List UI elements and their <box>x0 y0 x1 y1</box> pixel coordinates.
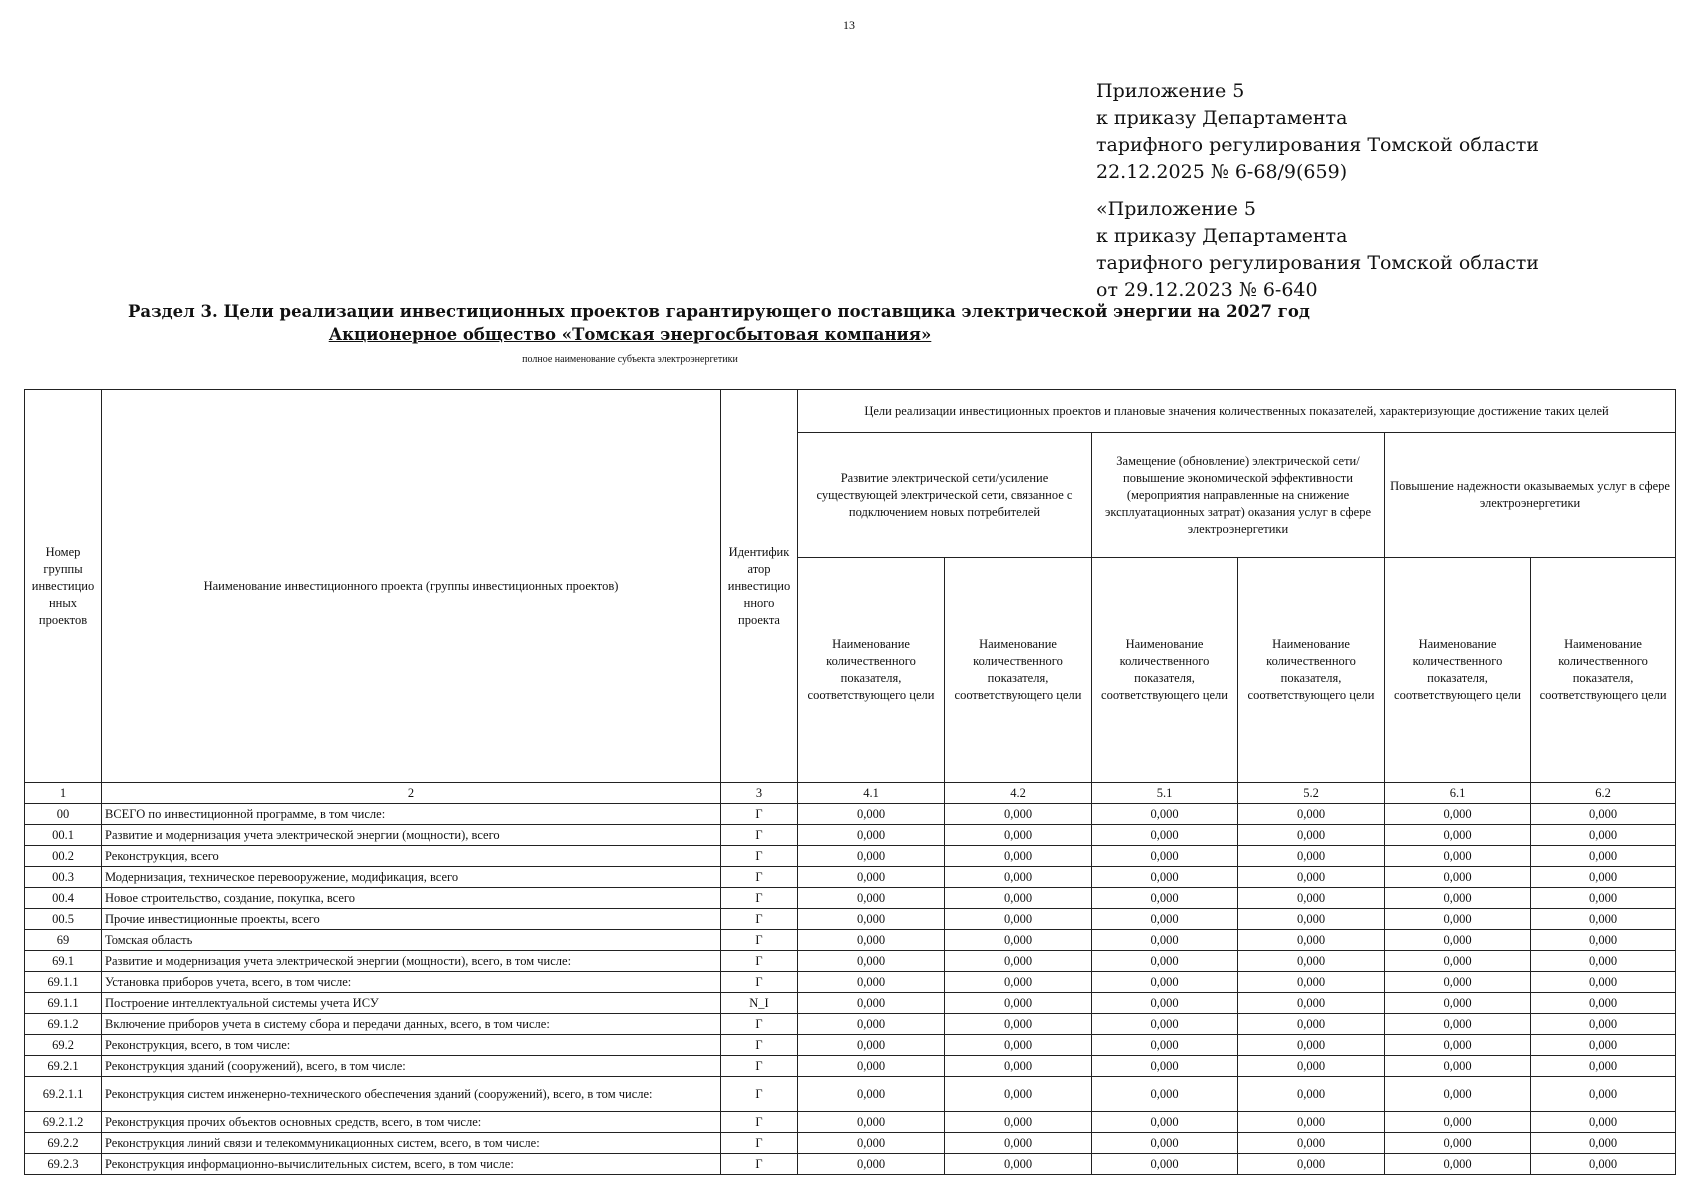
row-indicator-value: 0,000 <box>1092 1154 1238 1175</box>
row-group-number: 69.1 <box>25 951 102 972</box>
table-row <box>25 867 1676 888</box>
row-project-name: Модернизация, техническое перевооружение, модификация, всего <box>102 867 721 888</box>
row-indicator-value: 0,000 <box>945 1112 1092 1133</box>
row-indicator-value: 0,000 <box>1092 1133 1238 1154</box>
row-indicator-value: 0,000 <box>945 1056 1092 1077</box>
header-group-number: Номер группы инвестицио нных проектов <box>25 390 102 783</box>
column-number: 5.1 <box>1092 783 1238 804</box>
header-indicator: Наименование количественного показателя, соответствующего цели <box>1092 558 1238 783</box>
table-row <box>25 1133 1676 1154</box>
row-indicator-value: 0,000 <box>798 846 945 867</box>
column-number: 4.2 <box>945 783 1092 804</box>
row-indicator-value: 0,000 <box>1385 1014 1531 1035</box>
row-project-name: Включение приборов учета в систему сбора и передачи данных, всего, в том числе: <box>102 1014 721 1035</box>
row-project-name: Развитие и модернизация учета электрической энергии (мощности), всего, в том числе: <box>102 951 721 972</box>
row-project-name: Реконструкция зданий (сооружений), всего, в том числе: <box>102 1056 721 1077</box>
column-number: 1 <box>25 783 102 804</box>
row-indicator-value: 0,000 <box>798 972 945 993</box>
row-indicator-value: 0,000 <box>1531 1056 1676 1077</box>
row-indicator-value: 0,000 <box>1531 930 1676 951</box>
header-indicator: Наименование количественного показателя, соответствующего цели <box>1238 558 1385 783</box>
appendix-current-line: к приказу Департамента <box>1096 107 1348 129</box>
row-project-name: Реконструкция линий связи и телекоммуникационных систем, всего, в том числе: <box>102 1133 721 1154</box>
header-goal-network-development: Развитие электрической сети/усиление существующей электрической сети, связанное с подключением новых потребителей <box>798 433 1092 558</box>
appendix-previous-line: тарифного регулирования Томской области <box>1096 252 1539 274</box>
row-indicator-value: 0,000 <box>945 804 1092 825</box>
row-group-number: 69.1.1 <box>25 972 102 993</box>
row-indicator-value: 0,000 <box>1385 930 1531 951</box>
row-group-number: 69 <box>25 930 102 951</box>
row-indicator-value: 0,000 <box>1238 1035 1385 1056</box>
row-indicator-value: 0,000 <box>1092 993 1238 1014</box>
row-project-name: Прочие инвестиционные проекты, всего <box>102 909 721 930</box>
row-indicator-value: 0,000 <box>1092 867 1238 888</box>
table-row <box>25 1077 1676 1112</box>
row-indicator-value: 0,000 <box>1531 825 1676 846</box>
column-number: 2 <box>102 783 721 804</box>
row-indicator-value: 0,000 <box>1385 846 1531 867</box>
row-indicator-value: 0,000 <box>1238 930 1385 951</box>
column-number-row <box>25 783 1676 804</box>
row-indicator-value: 0,000 <box>1385 1112 1531 1133</box>
table-row <box>25 1014 1676 1035</box>
row-indicator-value: 0,000 <box>798 993 945 1014</box>
row-group-number: 69.2.2 <box>25 1133 102 1154</box>
row-indicator-value: 0,000 <box>1238 1077 1385 1112</box>
row-indicator-value: 0,000 <box>1092 888 1238 909</box>
row-indicator-value: 0,000 <box>1531 846 1676 867</box>
table-body <box>25 804 1676 1175</box>
header-indicator: Наименование количественного показателя, соответствующего цели <box>798 558 945 783</box>
row-indicator-value: 0,000 <box>945 1133 1092 1154</box>
row-indicator-value: 0,000 <box>945 993 1092 1014</box>
column-number: 4.1 <box>798 783 945 804</box>
row-indicator-value: 0,000 <box>1238 951 1385 972</box>
row-indicator-value: 0,000 <box>798 1035 945 1056</box>
row-group-number: 00.3 <box>25 867 102 888</box>
row-indicator-value: 0,000 <box>798 804 945 825</box>
row-group-number: 00.1 <box>25 825 102 846</box>
row-indicator-value: 0,000 <box>1385 993 1531 1014</box>
row-indicator-value: 0,000 <box>945 888 1092 909</box>
row-indicator-value: 0,000 <box>798 930 945 951</box>
row-group-number: 69.2.1.1 <box>25 1077 102 1112</box>
row-indicator-value: 0,000 <box>1238 804 1385 825</box>
row-indicator-value: 0,000 <box>798 1112 945 1133</box>
row-indicator-value: 0,000 <box>1238 1014 1385 1035</box>
row-indicator-value: 0,000 <box>1092 825 1238 846</box>
row-group-number: 00.2 <box>25 846 102 867</box>
header-goals: Цели реализации инвестиционных проектов и плановые значения количественных показателей, характеризующие достижение таких целей <box>798 390 1676 433</box>
table-row <box>25 846 1676 867</box>
row-indicator-value: 0,000 <box>1385 825 1531 846</box>
row-indicator-value: 0,000 <box>945 1035 1092 1056</box>
row-group-number: 69.2.3 <box>25 1154 102 1175</box>
row-indicator-value: 0,000 <box>1092 951 1238 972</box>
row-group-number: 69.1.1 <box>25 993 102 1014</box>
row-identifier: Г <box>721 888 798 909</box>
row-indicator-value: 0,000 <box>798 1014 945 1035</box>
appendix-previous-line: от 29.12.2023 № 6-640 <box>1096 279 1318 301</box>
row-indicator-value: 0,000 <box>1531 1077 1676 1112</box>
row-indicator-value: 0,000 <box>945 951 1092 972</box>
row-indicator-value: 0,000 <box>1385 1056 1531 1077</box>
row-group-number: 69.2.1 <box>25 1056 102 1077</box>
column-number: 5.2 <box>1238 783 1385 804</box>
row-indicator-value: 0,000 <box>1385 1133 1531 1154</box>
row-project-name: Установка приборов учета, всего, в том числе: <box>102 972 721 993</box>
row-identifier: Г <box>721 951 798 972</box>
row-indicator-value: 0,000 <box>1092 1035 1238 1056</box>
row-indicator-value: 0,000 <box>1531 888 1676 909</box>
page-number: 13 <box>843 18 855 32</box>
row-indicator-value: 0,000 <box>798 1077 945 1112</box>
row-identifier: Г <box>721 1035 798 1056</box>
row-indicator-value: 0,000 <box>1092 909 1238 930</box>
investment-goals-table <box>24 389 1676 1175</box>
header-indicator: Наименование количественного показателя, соответствующего цели <box>1385 558 1531 783</box>
row-project-name: Развитие и модернизация учета электрической энергии (мощности), всего <box>102 825 721 846</box>
row-indicator-value: 0,000 <box>1385 972 1531 993</box>
header-identifier: Идентифик атор инвестицио нного проекта <box>721 390 798 783</box>
row-identifier: Г <box>721 1056 798 1077</box>
row-indicator-value: 0,000 <box>1385 1154 1531 1175</box>
row-group-number: 69.2 <box>25 1035 102 1056</box>
row-identifier: Г <box>721 846 798 867</box>
appendix-current-block <box>1096 78 1539 186</box>
appendix-previous-line: «Приложение 5 <box>1096 198 1256 220</box>
row-indicator-value: 0,000 <box>1531 1133 1676 1154</box>
table-row <box>25 993 1676 1014</box>
row-indicator-value: 0,000 <box>798 951 945 972</box>
header-indicator: Наименование количественного показателя, соответствующего цели <box>945 558 1092 783</box>
row-project-name: Реконструкция систем инженерно-технического обеспечения зданий (сооружений), всего, в том числе: <box>102 1077 721 1112</box>
table-row <box>25 972 1676 993</box>
row-indicator-value: 0,000 <box>945 846 1092 867</box>
row-indicator-value: 0,000 <box>1092 930 1238 951</box>
row-indicator-value: 0,000 <box>1531 993 1676 1014</box>
row-indicator-value: 0,000 <box>1092 1056 1238 1077</box>
row-indicator-value: 0,000 <box>1531 804 1676 825</box>
row-identifier: Г <box>721 1154 798 1175</box>
row-indicator-value: 0,000 <box>1531 1035 1676 1056</box>
section-title: Раздел 3. Цели реализации инвестиционных проектов гарантирующего поставщика электрической энергии на 2027 год <box>128 302 1310 321</box>
row-identifier: Г <box>721 1077 798 1112</box>
row-identifier: Г <box>721 909 798 930</box>
table-row <box>25 909 1676 930</box>
row-identifier: Г <box>721 1133 798 1154</box>
header-project-name: Наименование инвестиционного проекта (группы инвестиционных проектов) <box>102 390 721 783</box>
row-indicator-value: 0,000 <box>1531 867 1676 888</box>
appendix-previous-line: к приказу Департамента <box>1096 225 1348 247</box>
row-group-number: 00.4 <box>25 888 102 909</box>
row-indicator-value: 0,000 <box>1385 951 1531 972</box>
row-indicator-value: 0,000 <box>1238 825 1385 846</box>
row-identifier: Г <box>721 930 798 951</box>
row-indicator-value: 0,000 <box>1092 804 1238 825</box>
row-identifier: Г <box>721 972 798 993</box>
row-group-number: 00.5 <box>25 909 102 930</box>
header-goal-reliability: Повышение надежности оказываемых услуг в сфере электроэнергетики <box>1385 433 1676 558</box>
row-project-name: Томская область <box>102 930 721 951</box>
row-indicator-value: 0,000 <box>1385 1077 1531 1112</box>
row-identifier: Г <box>721 1014 798 1035</box>
row-identifier: Г <box>721 867 798 888</box>
header-indicator: Наименование количественного показателя, соответствующего цели <box>1531 558 1676 783</box>
row-indicator-value: 0,000 <box>798 825 945 846</box>
row-indicator-value: 0,000 <box>1092 1014 1238 1035</box>
row-project-name: Реконструкция прочих объектов основных средств, всего, в том числе: <box>102 1112 721 1133</box>
table-row <box>25 888 1676 909</box>
row-project-name: Реконструкция, всего <box>102 846 721 867</box>
organization-caption: полное наименование субъекта электроэнергетики <box>522 354 738 365</box>
table-row <box>25 1154 1676 1175</box>
row-identifier: Г <box>721 1112 798 1133</box>
row-indicator-value: 0,000 <box>798 1056 945 1077</box>
row-indicator-value: 0,000 <box>1531 1154 1676 1175</box>
header-goal-network-replacement: Замещение (обновление) электрической сети/повышение экономической эффективности (мероприятия направленные на снижение эксплуатационных затрат) оказания услуг в сфере электроэнергетики <box>1092 433 1385 558</box>
row-identifier: Г <box>721 825 798 846</box>
row-indicator-value: 0,000 <box>1385 804 1531 825</box>
row-indicator-value: 0,000 <box>798 888 945 909</box>
table-row <box>25 951 1676 972</box>
row-indicator-value: 0,000 <box>1238 972 1385 993</box>
row-indicator-value: 0,000 <box>1385 888 1531 909</box>
row-indicator-value: 0,000 <box>945 972 1092 993</box>
table-row <box>25 825 1676 846</box>
row-indicator-value: 0,000 <box>1238 909 1385 930</box>
row-indicator-value: 0,000 <box>1385 909 1531 930</box>
row-indicator-value: 0,000 <box>1531 951 1676 972</box>
row-indicator-value: 0,000 <box>945 1014 1092 1035</box>
row-indicator-value: 0,000 <box>1092 1077 1238 1112</box>
table-row <box>25 930 1676 951</box>
column-number: 6.1 <box>1385 783 1531 804</box>
row-project-name: Реконструкция информационно-вычислительных систем, всего, в том числе: <box>102 1154 721 1175</box>
row-indicator-value: 0,000 <box>1238 1056 1385 1077</box>
row-indicator-value: 0,000 <box>1531 1112 1676 1133</box>
appendix-current-line: Приложение 5 <box>1096 80 1245 102</box>
row-indicator-value: 0,000 <box>798 1154 945 1175</box>
appendix-current-line: тарифного регулирования Томской области <box>1096 134 1539 156</box>
row-indicator-value: 0,000 <box>945 1154 1092 1175</box>
row-group-number: 69.1.2 <box>25 1014 102 1035</box>
column-number: 3 <box>721 783 798 804</box>
table-row <box>25 1035 1676 1056</box>
row-indicator-value: 0,000 <box>1092 972 1238 993</box>
table-row <box>25 1112 1676 1133</box>
row-indicator-value: 0,000 <box>1531 972 1676 993</box>
row-indicator-value: 0,000 <box>945 930 1092 951</box>
row-identifier: Г <box>721 804 798 825</box>
row-indicator-value: 0,000 <box>945 867 1092 888</box>
row-indicator-value: 0,000 <box>945 825 1092 846</box>
row-indicator-value: 0,000 <box>1531 909 1676 930</box>
row-indicator-value: 0,000 <box>1238 888 1385 909</box>
row-indicator-value: 0,000 <box>1092 1112 1238 1133</box>
row-project-name: ВСЕГО по инвестиционной программе, в том числе: <box>102 804 721 825</box>
row-identifier: N_I <box>721 993 798 1014</box>
row-indicator-value: 0,000 <box>945 1077 1092 1112</box>
organization-name: Акционерное общество «Томская энергосбытовая компания» <box>328 325 932 344</box>
row-indicator-value: 0,000 <box>798 909 945 930</box>
row-project-name: Построение интеллектуальной системы учета ИСУ <box>102 993 721 1014</box>
row-group-number: 00 <box>25 804 102 825</box>
row-indicator-value: 0,000 <box>1238 1112 1385 1133</box>
column-number: 6.2 <box>1531 783 1676 804</box>
row-indicator-value: 0,000 <box>1092 846 1238 867</box>
row-indicator-value: 0,000 <box>1238 1154 1385 1175</box>
row-indicator-value: 0,000 <box>1531 1014 1676 1035</box>
row-indicator-value: 0,000 <box>945 909 1092 930</box>
row-project-name: Новое строительство, создание, покупка, всего <box>102 888 721 909</box>
row-indicator-value: 0,000 <box>1238 1133 1385 1154</box>
row-indicator-value: 0,000 <box>1238 867 1385 888</box>
row-indicator-value: 0,000 <box>1238 846 1385 867</box>
table-row <box>25 804 1676 825</box>
table-row <box>25 1056 1676 1077</box>
row-group-number: 69.2.1.2 <box>25 1112 102 1133</box>
appendix-previous-block <box>1096 196 1539 304</box>
appendix-current-line: 22.12.2025 № 6-68/9(659) <box>1096 161 1348 183</box>
row-indicator-value: 0,000 <box>798 1133 945 1154</box>
row-indicator-value: 0,000 <box>798 867 945 888</box>
row-indicator-value: 0,000 <box>1238 993 1385 1014</box>
row-project-name: Реконструкция, всего, в том числе: <box>102 1035 721 1056</box>
row-indicator-value: 0,000 <box>1385 867 1531 888</box>
row-indicator-value: 0,000 <box>1385 1035 1531 1056</box>
